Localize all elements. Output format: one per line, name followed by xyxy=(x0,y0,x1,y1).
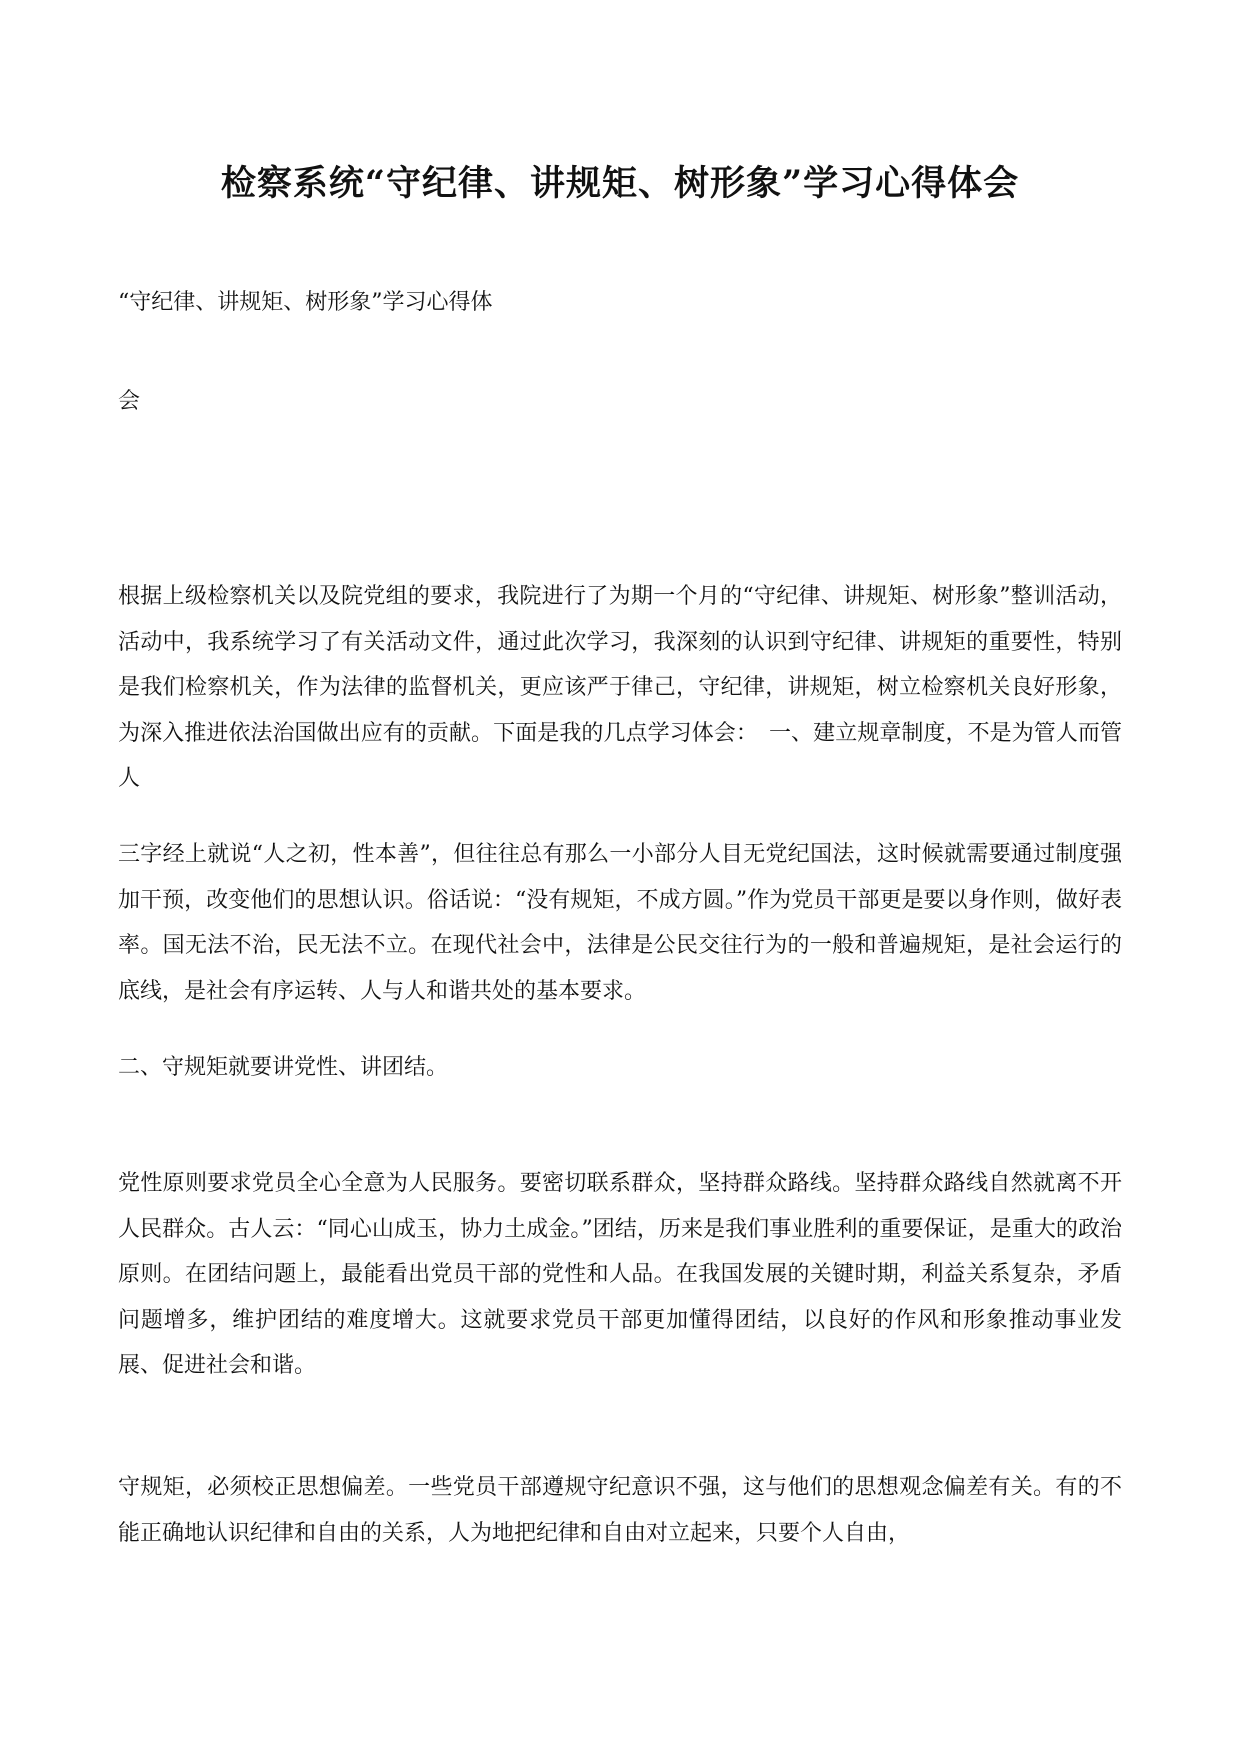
document-subtitle-tail: 会 xyxy=(118,389,141,414)
paragraph-rules: 三字经上就说“人之初，性本善”，但往往总有那么一小部分人目无党纪国法，这时候就需要通过制度强加干预，改变他们的思想认识。俗话说：“没有规矩，不成方圆。”作为党员干部更是要以身作则，做好表率。国无法不治，民无法不立。在现代社会中，法律是公民交往行为的一般和普遍规矩，是社会运行的底线，是社会有序运转、人与人和谐共处的基本要求。 xyxy=(118,842,1122,1004)
section-heading-two: 二、守规矩就要讲党性、讲团结。 xyxy=(118,1055,449,1080)
document-subtitle: “守纪律、讲规矩、树形象”学习心得体 xyxy=(118,290,493,315)
paragraph-correct-thinking: 守规矩，必须校正思想偏差。一些党员干部遵规守纪意识不强，这与他们的思想观念偏差有关。有的不能正确地认识纪律和自由的关系，人为地把纪律和自由对立起来，只要个人自由， xyxy=(118,1475,1122,1546)
document-title: 检察系统“守纪律、讲规矩、树形象”学习心得体会 xyxy=(220,163,1020,204)
paragraph-party-spirit: 党性原则要求党员全心全意为人民服务。要密切联系群众，坚持群众路线。坚持群众路线自然就离不开人民群众。古人云：“同心山成玉，协力土成金。”团结，历来是我们事业胜利的重要保证，是重大的政治原则。在团结问题上，最能看出党员干部的党性和人品。在我国发展的关键时期，利益关系复杂，矛盾问题增多，维护团结的难度增大。这就要求党员干部更加懂得团结，以良好的作风和形象推动事业发展、促进社会和谐。 xyxy=(118,1171,1122,1378)
paragraph-intro: 根据上级检察机关以及院党组的要求，我院进行了为期一个月的“守纪律、讲规矩、树形象”整训活动，活动中，我系统学习了有关活动文件，通过此次学习，我深刻的认识到守纪律、讲规矩的重要性，特别是我们检察机关，作为法律的监督机关，更应该严于律己，守纪律，讲规矩，树立检察机关良好形象，为深入推进依法治国做出应有的贡献。下面是我的几点学习体会： 一、建立规章制度，不是为管人而管人 xyxy=(118,584,1122,791)
